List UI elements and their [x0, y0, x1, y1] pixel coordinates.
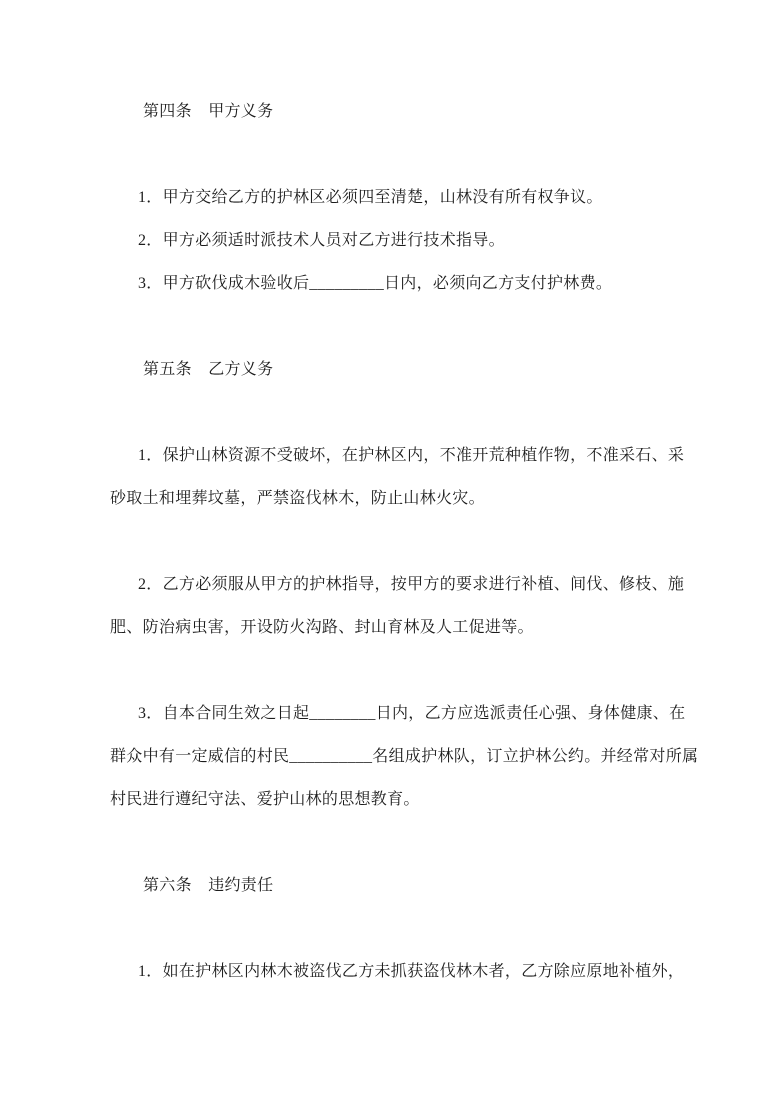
clause-heading [110, 864, 666, 907]
clause-paragraph [110, 262, 666, 305]
text-line: 肥、防治病虫害，开设防火沟路、封山育林及人工促进等。 [110, 619, 534, 636]
clause-paragraph [110, 950, 685, 993]
text-line: 砂取土和埋葬坟墓，严禁盗伐林木，防止山林火灾。 [110, 490, 485, 507]
text-line: 第六条 违约责任 [143, 877, 274, 894]
clause-heading [110, 90, 666, 133]
text-line: 群众中有一定威信的村民__________名组成护林队，订立护林公约。并经常对所属 [110, 748, 699, 765]
clause-paragraph [110, 176, 666, 219]
document-body [110, 90, 699, 993]
clause-paragraph [110, 692, 699, 821]
text-line: 2．乙方必须服从甲方的护林指导，按甲方的要求进行补植、间伐、修枝、施 [138, 576, 685, 593]
clause-paragraph [110, 563, 685, 649]
text-line: 3．自本合同生效之日起________日内，乙方应选派责任心强、身体健康、在 [138, 705, 686, 722]
text-line: 1．保护山林资源不受破坏，在护林区内，不准开荒种植作物，不准采石、采 [138, 447, 685, 464]
clause-paragraph [110, 434, 685, 520]
text-line: 1．甲方交给乙方的护林区必须四至清楚，山林没有所有权争议。 [138, 189, 603, 206]
text-line: 第五条 乙方义务 [143, 361, 274, 378]
clause-paragraph [110, 219, 666, 262]
clause-heading [110, 348, 666, 391]
text-line: 1．如在护林区内林木被盗伐乙方未抓获盗伐林木者，乙方除应原地补植外， [138, 963, 685, 980]
text-line: 2．甲方必须适时派技术人员对乙方进行技术指导。 [138, 232, 505, 249]
text-line: 村民进行遵纪守法、爱护山林的思想教育。 [110, 791, 420, 808]
text-line: 第四条 甲方义务 [143, 103, 274, 120]
text-line: 3．甲方砍伐成木验收后_________日内，必须向乙方支付护林费。 [138, 275, 613, 292]
